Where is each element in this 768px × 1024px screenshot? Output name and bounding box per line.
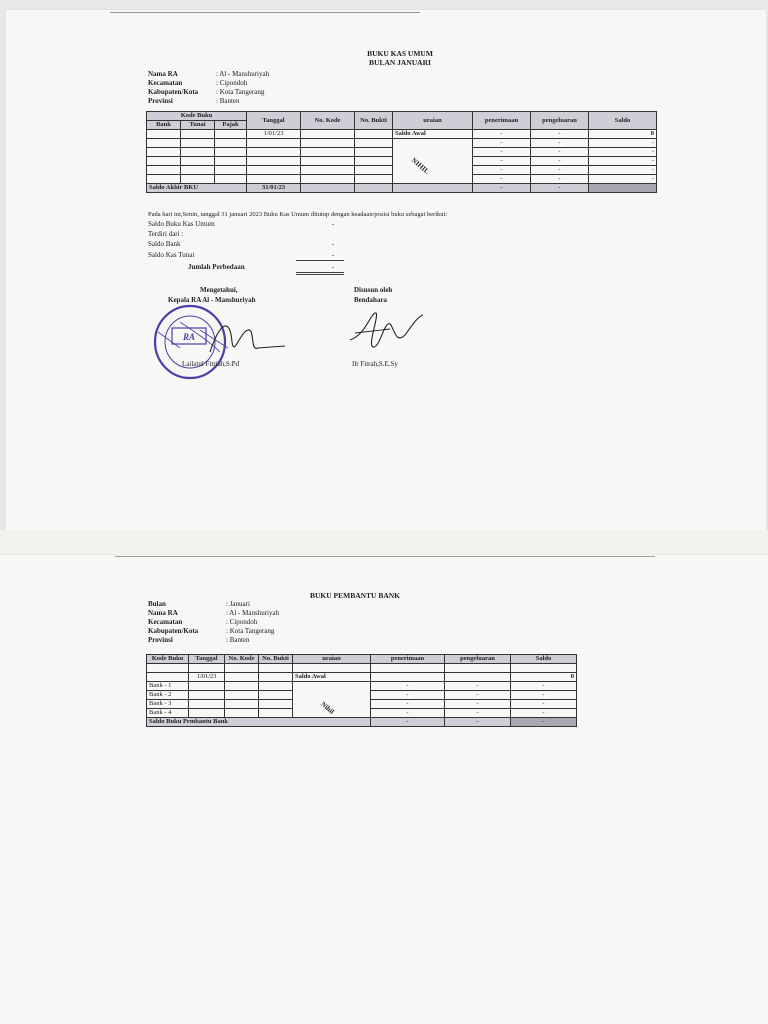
page-edge-line	[110, 12, 420, 13]
signature-left-icon	[200, 312, 290, 362]
table-row	[147, 139, 657, 148]
cell-dash: -	[589, 139, 657, 148]
footer-label: Saldo Buku Pembantu Bank	[147, 718, 371, 727]
bank-info-label-nama: Nama RA	[148, 609, 178, 617]
cell-dash: -	[445, 700, 511, 709]
info-label-nama: Nama RA	[148, 70, 178, 78]
nihil-mark: NIHIL	[409, 156, 431, 176]
bku-sheet	[6, 10, 766, 530]
cell-penerimaan: -	[473, 130, 531, 139]
th-tunai: Tunai	[181, 121, 215, 130]
footer-tanggal: 31/01/23	[247, 184, 301, 193]
cell-bank-2: Bank - 2	[147, 691, 189, 700]
cell-dash: -	[371, 700, 445, 709]
sign-right-role: Bendahara	[354, 296, 388, 304]
cell-dash: -	[589, 157, 657, 166]
cell-dash: -	[445, 709, 511, 718]
cell-dash: -	[511, 691, 577, 700]
footer-penerimaan: -	[371, 718, 445, 727]
closing-value-saldo-bank: -	[332, 240, 335, 248]
cell-tanggal: 1/01/23	[247, 130, 301, 139]
bank-info-value-kecamatan: : Cipondoh	[226, 618, 258, 626]
footer-penerimaan: -	[473, 184, 531, 193]
th-no-bukti: No. Bukti	[259, 655, 293, 664]
cell-dash: -	[473, 157, 531, 166]
svg-text:RA: RA	[182, 332, 196, 342]
table-row	[147, 664, 577, 673]
info-value-kecamatan: : Cipondoh	[216, 79, 248, 87]
cell-dash: -	[589, 175, 657, 184]
th-uraian: uraian	[393, 112, 473, 130]
table-footer-row	[147, 718, 577, 727]
th-kode-buku: Kode Buku	[147, 655, 189, 664]
cell-uraian: Saldo Awal	[393, 130, 473, 139]
cell-dash: -	[371, 709, 445, 718]
closing-statement: Pada hari ini,Senin, tanggal 31 januari 2023 Buku Kas Umum ditutup dengan keadaan/posisi buku sebagai berikut:	[148, 211, 448, 218]
cell-bank-1: Bank - 1	[147, 682, 189, 691]
cell-dash: -	[473, 175, 531, 184]
cell-dash: -	[589, 166, 657, 175]
th-no-kode: No. Kode	[225, 655, 259, 664]
cell-dash: -	[511, 709, 577, 718]
cell-dash: -	[371, 691, 445, 700]
bank-info-value-nama: : Al - Manshuriyah	[226, 609, 280, 617]
sign-left-title: Mengetahui,	[200, 286, 238, 294]
table-row	[147, 130, 657, 139]
bku-table	[146, 111, 657, 193]
closing-label-saldo-bku: Saldo Buku Kas Umum	[148, 220, 215, 228]
th-kode-buku: Kode Buku	[147, 112, 247, 121]
info-label-provinsi: Provinsi	[148, 97, 173, 105]
cell-dash: -	[531, 139, 589, 148]
bank-info-value-provinsi: : Banten	[226, 636, 250, 644]
bank-title: BUKU PEMBANTU BANK	[309, 591, 400, 600]
sum-double-line-1	[296, 272, 344, 273]
cell-dash: -	[445, 682, 511, 691]
cell-saldo: 0	[589, 130, 657, 139]
cell-dash: -	[531, 148, 589, 157]
table-row	[147, 682, 577, 691]
sign-left-role: Kepala RA Al - Manshuriyah	[168, 296, 256, 304]
jumlah-label: Jumlah Perbedaan	[188, 263, 245, 271]
sum-line	[296, 260, 344, 261]
info-value-kabupaten: : Kota Tangerang	[216, 88, 265, 96]
cell-dash: -	[511, 682, 577, 691]
th-pajak: Pajak	[215, 121, 247, 130]
cell-dash: -	[445, 691, 511, 700]
sign-left-name: Lailatul Fitriah,S.Pd	[182, 360, 239, 368]
jumlah-value: -	[332, 263, 335, 271]
cell-dash: -	[473, 148, 531, 157]
bank-info-value-kabupaten: : Kota Tangerang	[226, 627, 275, 635]
cell-dash: -	[531, 166, 589, 175]
cell-dash: -	[589, 148, 657, 157]
th-tanggal: Tanggal	[247, 112, 301, 130]
th-saldo: Saldo	[589, 112, 657, 130]
page-gap	[0, 530, 768, 555]
sign-right-name: Ilr Fitrah,S.E.Sy	[352, 360, 398, 368]
cell-dash: -	[511, 700, 577, 709]
nihil-mark: Nihil	[319, 700, 336, 716]
cell-dash: -	[371, 682, 445, 691]
table-row	[147, 673, 577, 682]
cell-bank-3: Bank - 3	[147, 700, 189, 709]
page-edge-line	[115, 556, 655, 557]
cell-tanggal: 1/01/23	[189, 673, 225, 682]
bank-info-label-kabupaten: Kabupaten/Kota	[148, 627, 199, 635]
cell-dash: -	[531, 157, 589, 166]
info-value-provinsi: : Banten	[216, 97, 240, 105]
th-tanggal: Tanggal	[189, 655, 225, 664]
cell-saldo: 0	[511, 673, 577, 682]
bku-subtitle: BULAN JANUARI	[369, 58, 431, 67]
th-saldo: Saldo	[511, 655, 577, 664]
th-no-bukti: No. Bukti	[355, 112, 393, 130]
bank-info-label-bulan: Bulan	[148, 600, 166, 608]
bank-table	[146, 654, 577, 727]
closing-label-saldo-bank: Saldo Bank	[148, 240, 181, 248]
bku-title: BUKU KAS UMUM	[367, 49, 433, 58]
signature-right-icon	[345, 305, 430, 355]
th-penerimaan: penerimaan	[473, 112, 531, 130]
bank-info-label-provinsi: Provinsi	[148, 636, 173, 644]
th-penerimaan: penerimaan	[371, 655, 445, 664]
footer-label: Saldo Akhir BKU	[147, 184, 247, 193]
cell-dash: -	[473, 166, 531, 175]
footer-saldo: -	[511, 718, 577, 727]
sum-double-line-2	[296, 274, 344, 275]
closing-label-saldo-tunai: Saldo Kas Tunai	[148, 251, 195, 259]
cell-uraian: Saldo Awal	[293, 673, 371, 682]
info-value-nama: : Al - Manshuriyah	[216, 70, 270, 78]
info-label-kabupaten: Kabupaten/Kota	[148, 88, 199, 96]
closing-label-terdiri: Terdiri dari :	[148, 230, 184, 238]
th-pengeluaran: pengeluaran	[445, 655, 511, 664]
cell-bank-4: Bank - 4	[147, 709, 189, 718]
table-footer-row	[147, 184, 657, 193]
closing-value-saldo-bku: -	[332, 220, 335, 228]
bank-sheet	[0, 555, 768, 1024]
cell-pengeluaran: -	[531, 130, 589, 139]
bank-info-value-bulan: : Januari	[226, 600, 250, 608]
footer-pengeluaran: -	[531, 184, 589, 193]
info-label-kecamatan: Kecamatan	[148, 79, 183, 87]
sign-right-title: Disusun oleh	[354, 286, 393, 294]
cell-dash: -	[531, 175, 589, 184]
th-pengeluaran: pengeluaran	[531, 112, 589, 130]
th-bank: Bank	[147, 121, 181, 130]
bank-info-label-kecamatan: Kecamatan	[148, 618, 183, 626]
cell-dash: -	[473, 139, 531, 148]
footer-pengeluaran: -	[445, 718, 511, 727]
closing-value-saldo-tunai: -	[332, 251, 335, 259]
th-uraian: uraian	[293, 655, 371, 664]
th-no-kode: No. Kode	[301, 112, 355, 130]
